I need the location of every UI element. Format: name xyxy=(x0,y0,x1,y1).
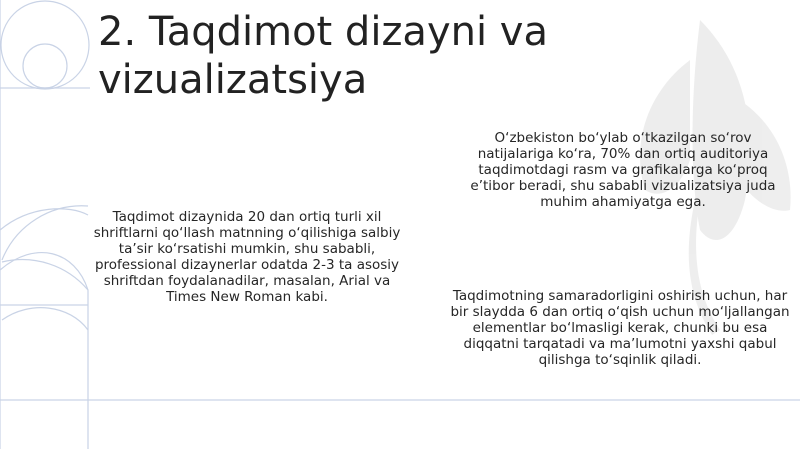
paragraph-fonts: Taqdimot dizaynida 20 dan ortiq turli xil shriftlarni qo‘llash matnning o‘qilishiga salbiy ta’sir ko‘rsatishi mumkin, shu sababli, professional dizaynerlar odatda 2-3 ta asosiy shriftdan foydalanadilar, masalan, Arial va Times New Roman kabi. xyxy=(93,209,401,305)
slide-title: 2. Taqdimot dizayni va vizualizatsiya xyxy=(98,9,548,103)
paragraph-survey: O‘zbekiston bo‘ylab o‘tkazilgan so‘rov natijalariga ko‘ra, 70% dan ortiq auditoriya taqdimotdagi rasm va grafikalarga ko‘proq e’tibor beradi, shu sababli vizualizatsiya juda muhim ahamiyatga ega. xyxy=(470,130,776,210)
paragraph-efficiency: Taqdimotning samaradorligini oshirish uchun, har bir slaydda 6 dan ortiq o‘qish uchun mo‘ljallangan elementlar bo‘lmasligi kerak, chunki bu esa diqqatni tarqatadi va ma’lumotni yaxshi qabul qilishga to‘sqinlik qiladi. xyxy=(450,288,790,368)
